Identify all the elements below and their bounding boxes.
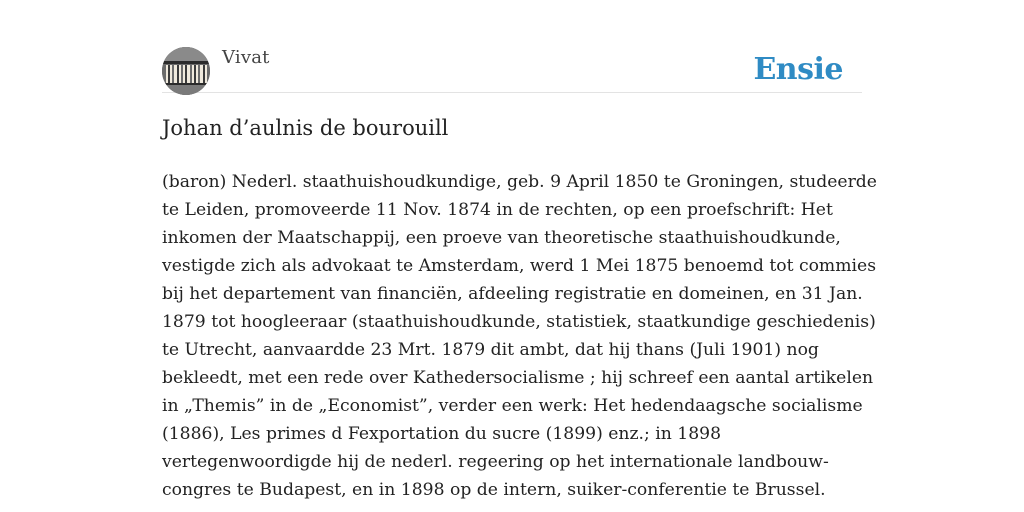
article-line: bekleedt, met een rede over Kathedersocialisme ; hij schreef een aantal artikelen	[162, 368, 874, 388]
article-line: te Leiden, promoveerde 11 Nov. 1874 in de rechten, op een proefschrift: Het	[162, 200, 833, 220]
brand-logo[interactable]: Ensie	[753, 52, 843, 87]
article-line: (1886), Les primes d Fexportation du sucre (1899) enz.; in 1898	[162, 424, 722, 444]
avatar[interactable]	[162, 47, 210, 95]
article-line: (baron) Nederl. staathuishoudkundige, geb. 9 April 1850 te Groningen, studeerde	[162, 172, 877, 192]
article-line: vertegenwoordigde hij de nederl. regeering op het internationale landbouw-	[162, 452, 829, 472]
page-title: Johan d’aulnis de bourouill	[162, 116, 449, 140]
article-line: vestigde zich als advokaat te Amsterdam, werd 1 Mei 1875 benoemd tot commies	[162, 256, 877, 276]
book-spines-icon	[162, 47, 210, 95]
article-line: bij het departement van financiën, afdeeling registratie en domeinen, en 31 Jan.	[162, 284, 863, 304]
article-line: inkomen der Maatschappij, een proeve van theoretische staathuishoudkunde,	[162, 228, 841, 248]
source-name[interactable]: Vivat	[222, 47, 270, 68]
article-line: 1879 tot hoogleeraar (staathuishoudkunde, statistiek, staatkundige geschiedenis)	[162, 312, 876, 332]
article-line: te Utrecht, aanvaardde 23 Mrt. 1879 dit ambt, dat hij thans (Juli 1901) nog	[162, 340, 819, 360]
article-line: congres te Budapest, en in 1898 op de intern, suiker-conferentie te Brussel.	[162, 480, 826, 500]
article-body	[162, 168, 877, 504]
header	[162, 46, 862, 93]
article-line: in „Themis” in de „Economist”, verder een werk: Het hedendaagsche socialisme	[162, 396, 863, 416]
